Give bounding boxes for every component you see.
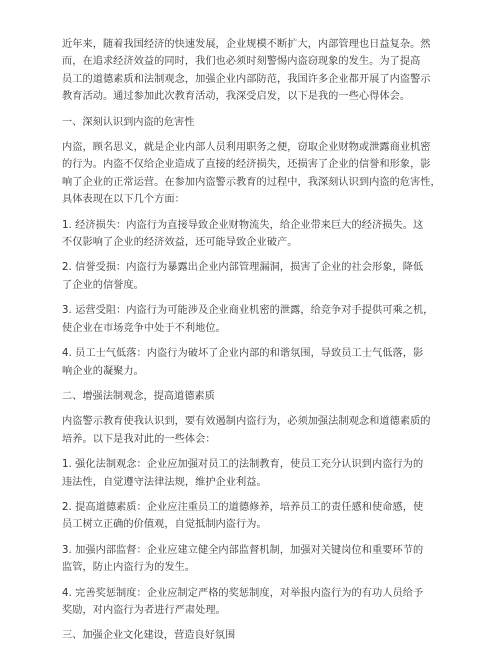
text-line: 奖励，对内盗行为者进行严肃处理。: [62, 604, 226, 616]
text-line: 4. 完善奖惩制度：企业应制定严格的奖惩制度，对举报内盗行为的有功人员给予: [62, 587, 424, 599]
text-line: 3. 加强内部监督：企业应建立健全内部监督机制，加强对关键岗位和重要环节的: [62, 544, 424, 556]
text-line: 内盗警示教育使我认识到，要有效遏制内盗行为，必须加强法制观念和道德素质的: [62, 416, 431, 428]
text-line: 了企业的信誉度。: [62, 279, 144, 291]
text-line: 不仅影响了企业的经济效益，还可能导致企业破产。: [62, 237, 298, 249]
text-line: 使企业在市场竞争中处于不利地位。: [62, 322, 226, 334]
heading-text: 三、加强企业文化建设，营造良好氛围: [62, 630, 236, 642]
text-line: 的行为。内盗不仅给企业造成了直接的经济损失，还损害了企业的信誉和形象，影: [62, 159, 431, 171]
text-line: 响企业的凝聚力。: [62, 365, 144, 377]
intro-paragraph: [62, 36, 444, 106]
list-item: [62, 456, 444, 491]
list-item: [62, 259, 444, 294]
document-page: [62, 36, 444, 653]
section-2-paragraph: [62, 413, 444, 448]
heading-text: 二、增强法制观念，提高道德素质: [62, 390, 215, 402]
text-line: 教育活动。通过参加此次教育活动，我深受启发，以下是我的一些心得体会。: [62, 91, 411, 103]
text-line: 2. 提高道德素质：企业应注重员工的道德修养，培养员工的责任感和使命感，使: [62, 501, 424, 513]
list-item: [62, 302, 444, 337]
list-item: [62, 499, 444, 534]
text-line: 1. 经济损失：内盗行为直接导致企业财物流失，给企业带来巨大的经济损失。这: [62, 219, 424, 231]
list-item: [62, 585, 444, 620]
text-line: 具体表现在以下几个方面：: [62, 194, 185, 206]
list-item: [62, 217, 444, 252]
text-line: 1. 强化法制观念：企业应加强对员工的法制教育，使员工充分认识到内盗行为的: [62, 459, 424, 471]
text-line: 违法性，自觉遵守法律法规，维护企业利益。: [62, 476, 267, 488]
section-heading-1: [62, 114, 444, 131]
text-line: 4. 员工士气低落：内盗行为破坏了企业内部的和谐氛围，导致员工士气低落，影: [62, 348, 424, 360]
text-line: 3. 运营受阻：内盗行为可能涉及企业商业机密的泄露，给竞争对手提供可乘之机，: [62, 305, 434, 317]
list-item: [62, 542, 444, 577]
text-line: 2. 信誉受损：内盗行为暴露出企业内部管理漏洞，损害了企业的社会形象，降低: [62, 262, 424, 274]
text-line: 培养。以下是我对此的一些体会：: [62, 433, 216, 445]
list-item: [62, 345, 444, 380]
text-line: 而，在追求经济效益的同时，我们也必须时刻警惕内盗窃现象的发生。为了提高: [62, 56, 421, 68]
text-line: 内盗，顾名思义，就是企业内部人员利用职务之便，窃取企业财物或泄露商业机密: [62, 142, 431, 154]
section-heading-3: [62, 627, 444, 644]
heading-text: 一、深刻认识到内盗的危害性: [62, 116, 195, 128]
section-heading-2: [62, 388, 444, 405]
text-line: 员工的道德素质和法制观念，加强企业内部防范，我国许多企业都开展了内盗警示: [62, 73, 431, 85]
text-line: 响了企业的正常运营。在参加内盗警示教育的过程中，我深刻认识到内盗的危害性，: [62, 176, 441, 188]
text-line: 近年来，随着我国经济的快速发展，企业规模不断扩大，内部管理也日益复杂。然: [62, 39, 431, 50]
text-line: 监管，防止内盗行为的发生。: [62, 562, 196, 574]
section-1-paragraph: [62, 139, 444, 209]
text-line: 员工树立正确的价值观，自觉抵制内盗行为。: [62, 519, 267, 531]
